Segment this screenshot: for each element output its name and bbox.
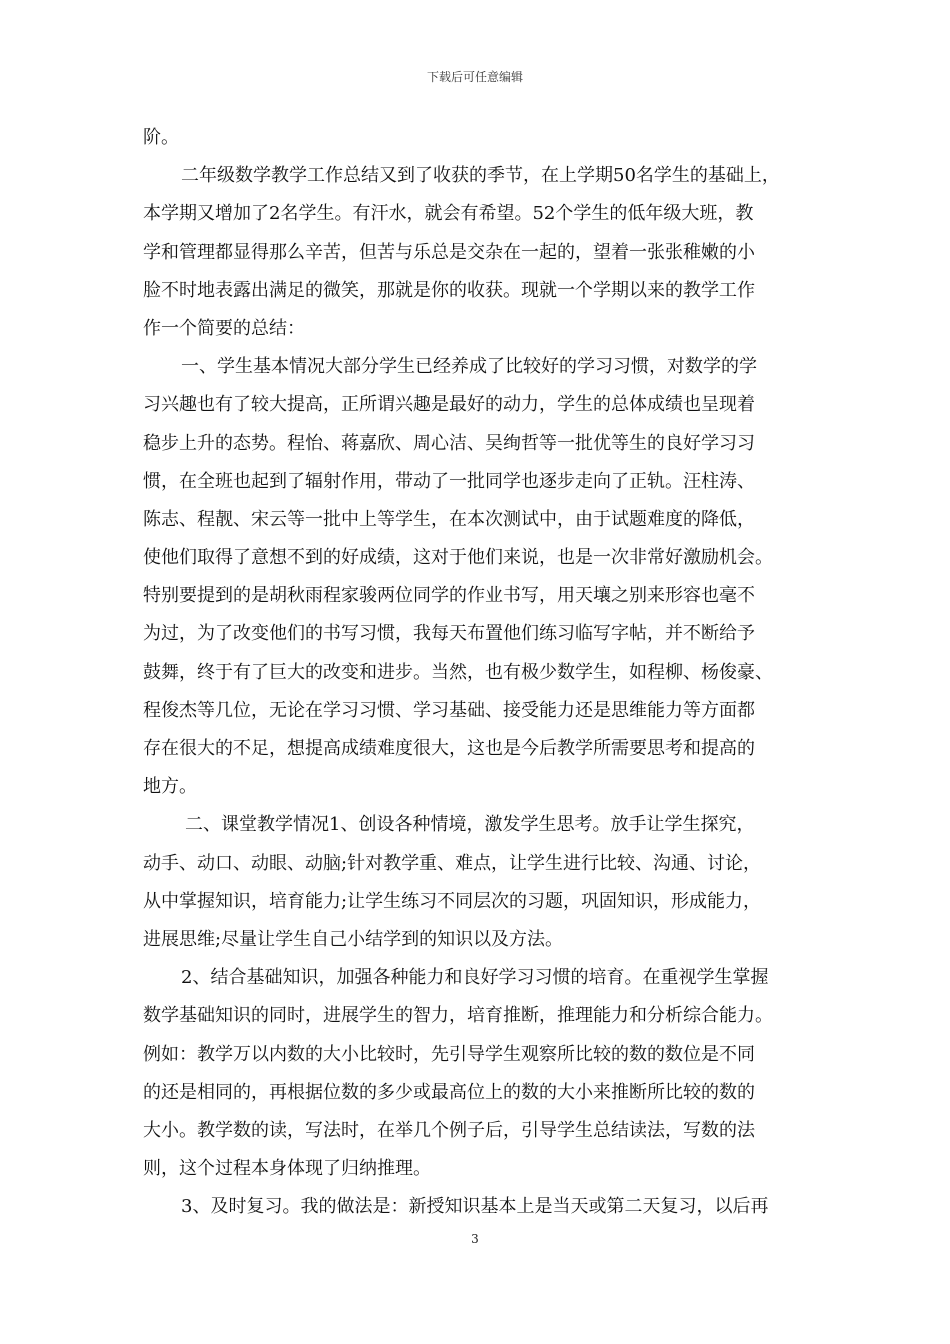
text-line: 使他们取得了意想不到的好成绩，这对于他们来说，也是一次非常好激励机会。	[143, 547, 773, 569]
text-line: 3、及时复习。我的做法是：新授知识基本上是当天或第二天复习，以后再	[181, 1196, 769, 1218]
text-line: 特别要提到的是胡秋雨程家骏两位同学的作业书写，用天壤之别来形容也毫不	[143, 585, 755, 607]
text-line: 本学期又增加了2名学生。有汗水，就会有希望。52个学生的低年级大班，教	[143, 203, 754, 225]
text-line: 数学基础知识的同时，进展学生的智力，培育推断，推理能力和分析综合能力。	[143, 1005, 773, 1027]
page-header: 下载后可任意编辑	[426, 70, 523, 84]
text-line: 惯，在全班也起到了辐射作用，带动了一批同学也逐步走向了正轨。汪柱涛、	[143, 470, 755, 492]
text-line: 脸不时地表露出满足的微笑，那就是你的收获。现就一个学期以来的教学工作	[143, 279, 755, 301]
document-body	[143, 119, 807, 1226]
text-line: 大小。教学数的读，写法时，在举几个例子后，引导学生总结读法，写数的法	[143, 1119, 755, 1141]
text-line: 地方。	[143, 776, 197, 798]
text-line: 作一个简要的总结：	[143, 317, 305, 339]
text-line: 2、结合基础知识，加强各种能力和良好学习习惯的培育。在重视学生掌握	[181, 967, 769, 989]
text-line: 陈志、程靓、宋云等一批中上等学生，在本次测试中，由于试题难度的降低，	[143, 508, 755, 530]
text-line: 二、课堂教学情况1、创设各种情境，激发学生思考。放手让学生探究，	[185, 814, 755, 836]
text-line: 从中掌握知识，培育能力;让学生练习不同层次的习题，巩固知识，形成能力，	[143, 890, 762, 912]
text-line: 动手、动口、动眼、动脑;针对教学重、难点，让学生进行比较、沟通、讨论，	[143, 852, 762, 874]
text-line: 一、学生基本情况大部分学生已经养成了比较好的学习习惯，对数学的学	[181, 356, 757, 378]
text-line: 为过，为了改变他们的书写习惯，我每天布置他们练习临写字帖，并不断给予	[143, 623, 755, 645]
text-line: 鼓舞，终于有了巨大的改变和进步。当然，也有极少数学生，如程柳、杨俊豪、	[143, 661, 773, 683]
text-line: 则，这个过程本身体现了归纳推理。	[143, 1158, 431, 1180]
text-line: 稳步上升的态势。程怡、蒋嘉欣、周心洁、吴绚哲等一批优等生的良好学习习	[143, 432, 755, 454]
text-line: 的还是相同的，再根据位数的多少或最高位上的数的大小来推断所比较的数的	[143, 1081, 755, 1103]
text-line: 例如：教学万以内数的大小比较时，先引导学生观察所比较的数的数位是不同	[143, 1043, 755, 1065]
text-line: 学和管理都显得那么辛苦，但苦与乐总是交杂在一起的，望着一张张稚嫩的小	[143, 241, 755, 263]
text-line: 进展思维;尽量让学生自己小结学到的知识以及方法。	[143, 928, 564, 950]
text-line: 程俊杰等几位，无论在学习习惯、学习基础、接受能力还是思维能力等方面都	[143, 699, 755, 721]
text-line: 习兴趣也有了较大提高，正所谓兴趣是最好的动力，学生的总体成绩也呈现着	[143, 394, 755, 416]
text-line: 存在很大的不足，想提高成绩难度很大，这也是今后教学所需要思考和提高的	[143, 738, 755, 759]
text-line: 阶。	[143, 127, 179, 148]
page-number: 3	[471, 1232, 479, 1246]
text-line: 二年级数学教学工作总结又到了收获的季节，在上学期50名学生的基础上，	[181, 165, 780, 187]
